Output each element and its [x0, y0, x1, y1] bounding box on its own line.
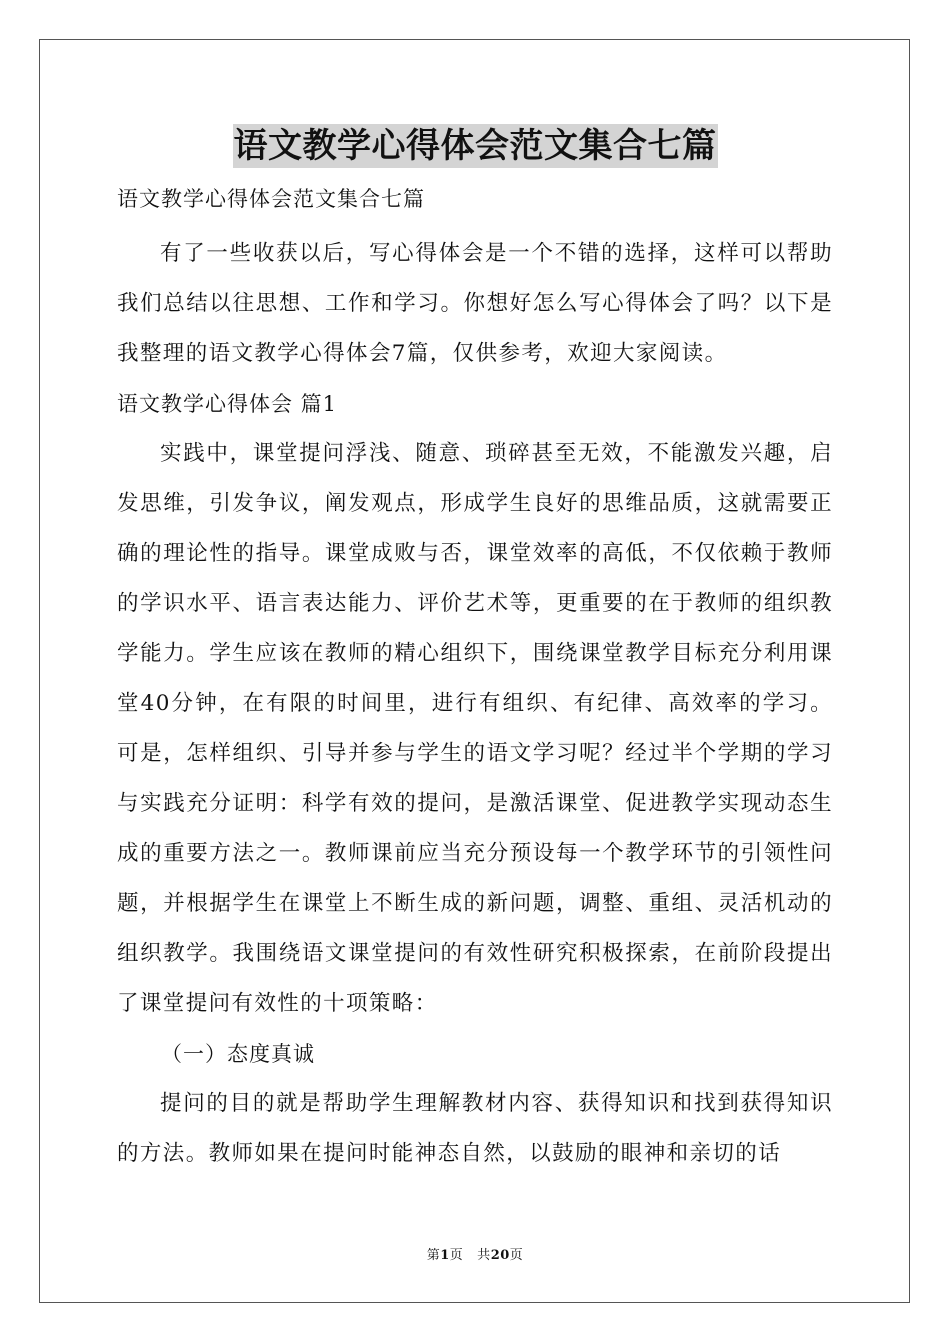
- body-paragraph: 实践中，课堂提问浮浅、随意、琐碎甚至无效，不能激发兴趣，启发思维，引发争议，阐发观点，形成学生良好的思维品质，这就需要正确的理论性的指导。课堂成败与否，课堂效率的高低，不仅依赖于教师的学识水平、语言表达能力、评价艺术等，更重要的在于教师的组织教学能力。学生应该在教师的精心组织下，围绕课堂教学目标充分利用课堂40分钟，在有限的时间里，进行有组织、有纪律、高效率的学习。可是，怎样组织、引导并参与学生的语文学习呢？经过半个学期的学习与实践充分证明：科学有效的提问，是激活课堂、促进教学实现动态生成的重要方法之一。教师课前应当充分预设每一个教学环节的引领性问题，并根据学生在课堂上不断生成的新问题，调整、重组、灵活机动的组织教学。我围绕语文课堂提问的有效性研究积极探索，在前阶段提出了课堂提问有效性的十项策略：: [117, 441, 833, 1016]
- page-footer: [0, 1248, 950, 1264]
- footer-total-suffix: 页: [509, 1248, 524, 1263]
- sub-heading: （一）态度真诚: [161, 1042, 315, 1066]
- intro-paragraph: 有了一些收获以后，写心得体会是一个不错的选择，这样可以帮助我们总结以往思想、工作和学习。你想好怎么写心得体会了吗？以下是我整理的语文教学心得体会7篇，仅供参考，欢迎大家阅读。: [117, 241, 833, 366]
- last-paragraph: 提问的目的就是帮助学生理解教材内容、获得知识和找到获得知识的方法。教师如果在提问时能神态自然，以鼓励的眼神和亲切的话: [117, 1091, 833, 1166]
- section-heading: 语文教学心得体会 篇1: [117, 392, 338, 416]
- document-body: [117, 124, 833, 1179]
- footer-page-number: 1: [440, 1248, 450, 1263]
- footer-page-suffix: 页: [449, 1248, 464, 1263]
- subtitle-line: 语文教学心得体会范文集合七篇: [117, 187, 425, 211]
- document-title-text: 语文教学心得体会范文集合七篇: [233, 126, 717, 166]
- document-title: [117, 124, 833, 172]
- footer-total-prefix: 共: [477, 1248, 491, 1263]
- footer-total-pages: 20: [490, 1248, 510, 1263]
- footer-prefix: 第: [426, 1248, 441, 1263]
